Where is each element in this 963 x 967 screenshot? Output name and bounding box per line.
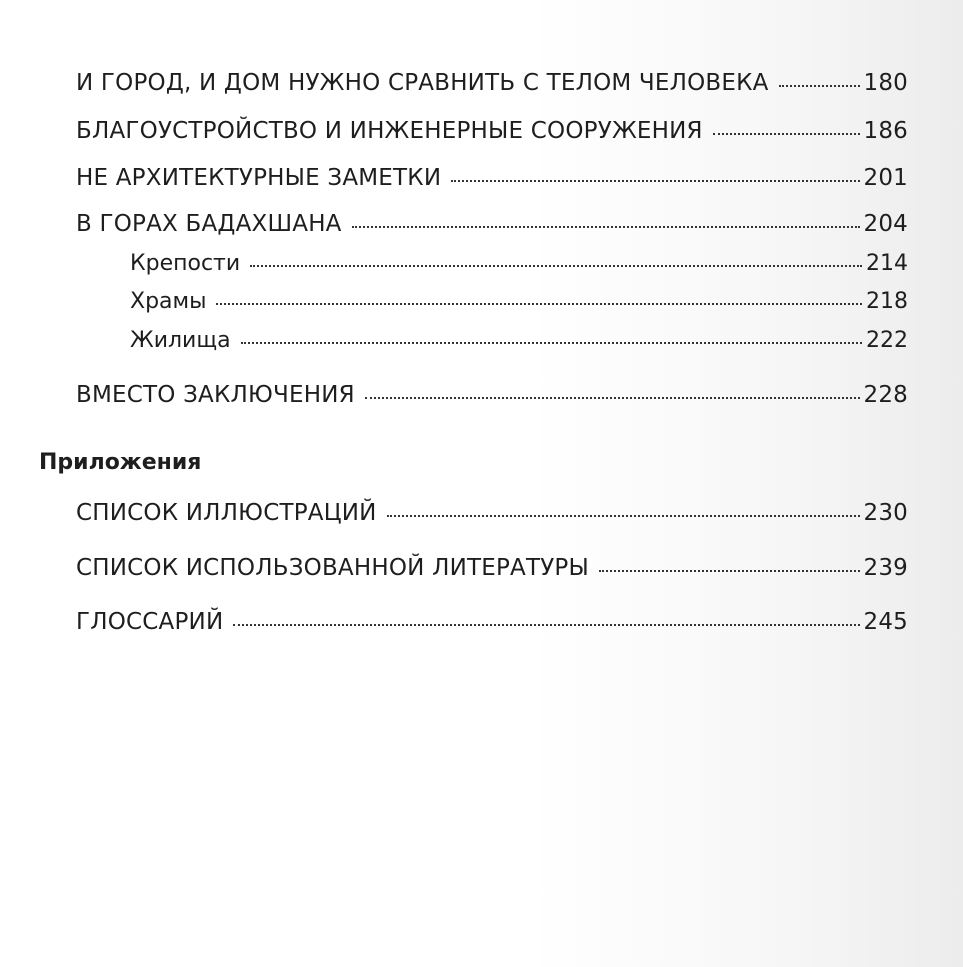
toc-entry-page: 239 [863,555,908,581]
toc-entry-page: 230 [863,500,908,526]
toc-entry-page: 218 [866,289,908,314]
toc-entry-page: 214 [866,251,908,276]
toc-entry-page: 245 [863,609,908,635]
toc-entry[interactable] [76,118,908,144]
toc-entry-title: СПИСОК ИСПОЛЬЗОВАННОЙ ЛИТЕРАТУРЫ [76,555,589,581]
appendix-heading: Приложения [39,450,202,475]
toc-entry-title: Храмы [130,289,207,314]
toc-entry[interactable] [76,211,908,237]
toc-entry-title: Крепости [130,251,241,276]
dot-leader [599,570,860,572]
toc-subentry[interactable] [130,251,908,276]
toc-entry-page: 228 [863,382,908,408]
toc-entry-title: НЕ АРХИТЕКТУРНЫЕ ЗАМЕТКИ [76,165,442,191]
toc-entry-title: СПИСОК ИЛЛЮСТРАЦИЙ [76,500,377,526]
toc-entry-page: 204 [863,211,908,237]
toc-entry-title: Жилища [130,328,231,353]
toc-entry-title: В ГОРАХ БАДАХШАНА [76,211,342,237]
toc-entry[interactable] [76,500,908,526]
dot-leader [241,342,862,344]
dot-leader [250,265,862,267]
toc-entry[interactable] [76,70,908,96]
toc-entry-title: ВМЕСТО ЗАКЛЮЧЕНИЯ [76,382,355,408]
toc-entry[interactable] [76,165,908,191]
toc-entry-page: 180 [863,70,908,96]
dot-leader [352,226,860,228]
toc-entry[interactable] [76,382,908,408]
toc-entry-title: ГЛОССАРИЙ [76,609,224,635]
dot-leader [233,624,859,626]
dot-leader [779,85,860,87]
toc-entry-page: 201 [863,165,908,191]
dot-leader [387,515,860,517]
toc-subentry[interactable] [130,328,908,353]
toc-entry[interactable] [76,609,908,635]
dot-leader [365,397,860,399]
toc-entry[interactable] [76,555,908,581]
toc-entry-title: И ГОРОД, И ДОМ НУЖНО СРАВНИТЬ С ТЕЛОМ ЧЕЛОВЕКА [76,70,769,96]
toc-entry-page: 222 [866,328,908,353]
dot-leader [713,133,860,135]
dot-leader [451,180,859,182]
toc-entry-page: 186 [863,118,908,144]
toc-subentry[interactable] [130,289,908,314]
dot-leader [216,303,862,305]
toc-entry-title: БЛАГОУСТРОЙСТВО И ИНЖЕНЕРНЫЕ СООРУЖЕНИЯ [76,118,703,144]
